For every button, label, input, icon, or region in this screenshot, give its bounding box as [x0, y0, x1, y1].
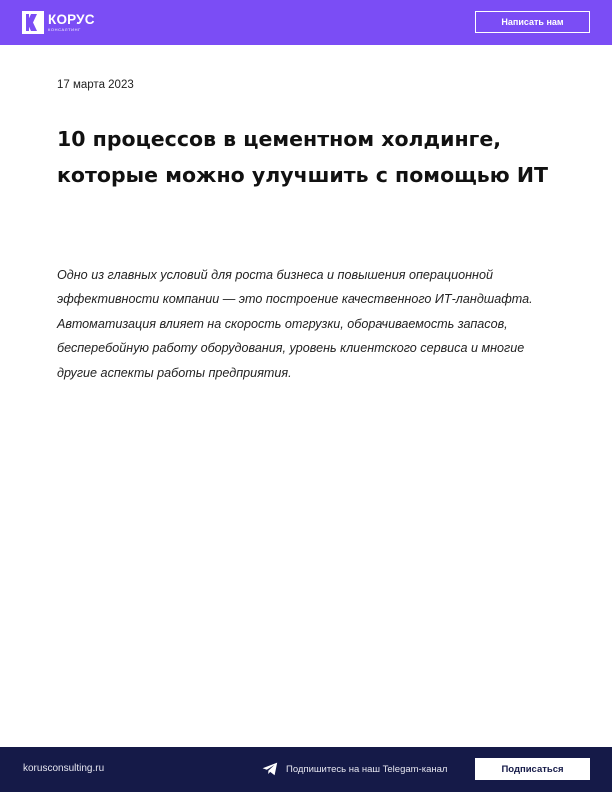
korus-logo[interactable]	[22, 11, 95, 34]
subscribe-button[interactable]: Подписаться	[475, 758, 590, 780]
logo-subtitle: КОНСАЛТИНГ	[48, 27, 81, 33]
site-link[interactable]: korusconsulting.ru	[23, 763, 105, 774]
article-date: 17 марта 2023	[57, 79, 134, 91]
top-header	[0, 0, 612, 45]
article-title: 10 процессов в цементном холдинге, которые можно улучшить с помощью ИТ	[57, 127, 548, 187]
contact-us-button[interactable]: Написать нам	[475, 11, 590, 33]
article-lead: Одно из главных условий для роста бизнеса и повышения операционной эффективности компании — это построение качественного ИТ-ландшафта. Автоматизация влияет на скорость отгрузки, оборачиваемость запасов, бесперебойную работу оборудования, уровень клиентского сервиса и многие другие аспекты работы предприятия.	[57, 268, 533, 380]
telegram-promo[interactable]	[262, 762, 447, 776]
korus-logo-icon	[22, 11, 44, 34]
telegram-text: Подпишитесь на наш Telegam-канал	[286, 763, 448, 775]
bottom-footer	[0, 747, 612, 792]
logo-text	[48, 13, 95, 33]
telegram-icon	[262, 762, 278, 776]
logo-name: КОРУС	[48, 11, 95, 27]
